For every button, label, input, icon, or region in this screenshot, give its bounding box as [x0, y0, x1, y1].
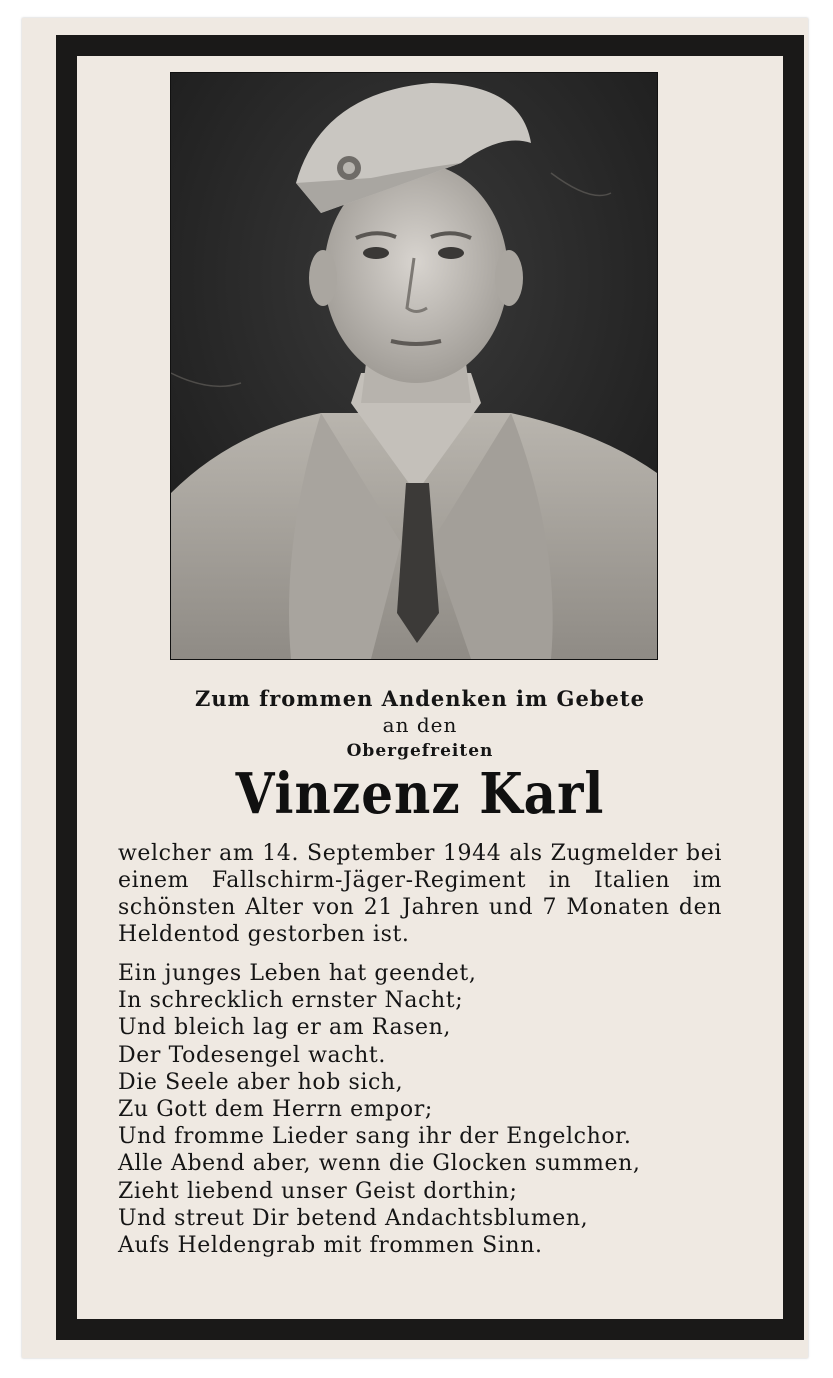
poem-line: Die Seele aber hob sich, [118, 1069, 404, 1095]
poem-line: Zu Gott dem Herrn empor; [118, 1097, 433, 1123]
biography-text: welcher am 14. September 1944 als Zugmelder bei einem Fallschirm-Jäger-Regiment in Italien im schönsten Alter von 21 Jahren und 7 Monaten den Heldentod gestorben ist. [118, 841, 722, 947]
dedication-line: Zum frommen Andenken im Gebete [195, 686, 645, 711]
memorial-poem [118, 960, 722, 1259]
poem-line: Und streut Dir betend Andachtsblumen, [118, 1205, 589, 1231]
poem-line: Der Todesengel wacht. [118, 1042, 386, 1068]
poem-line: Und fromme Lieder sang ihr der Engelchor. [118, 1124, 632, 1150]
poem-line: Alle Abend aber, wenn die Glocken summen, [118, 1151, 641, 1177]
dedication-heading [118, 686, 722, 764]
military-rank: Obergefreiten [346, 741, 494, 761]
soldier-portrait-photo [170, 72, 658, 660]
poem-line: Ein junges Leben hat geendet, [118, 961, 477, 986]
poem-line: Aufs Heldengrab mit frommen Sinn. [118, 1233, 543, 1259]
dedication-subline: an den [382, 713, 458, 737]
poem-line: Und bleich lag er am Rasen, [118, 1015, 452, 1041]
poem-line: Zieht liebend unser Geist dorthin; [118, 1178, 518, 1204]
deceased-name: Vinzenz Karl [235, 760, 605, 827]
poem-line: In schrecklich ernster Nacht; [118, 988, 464, 1014]
